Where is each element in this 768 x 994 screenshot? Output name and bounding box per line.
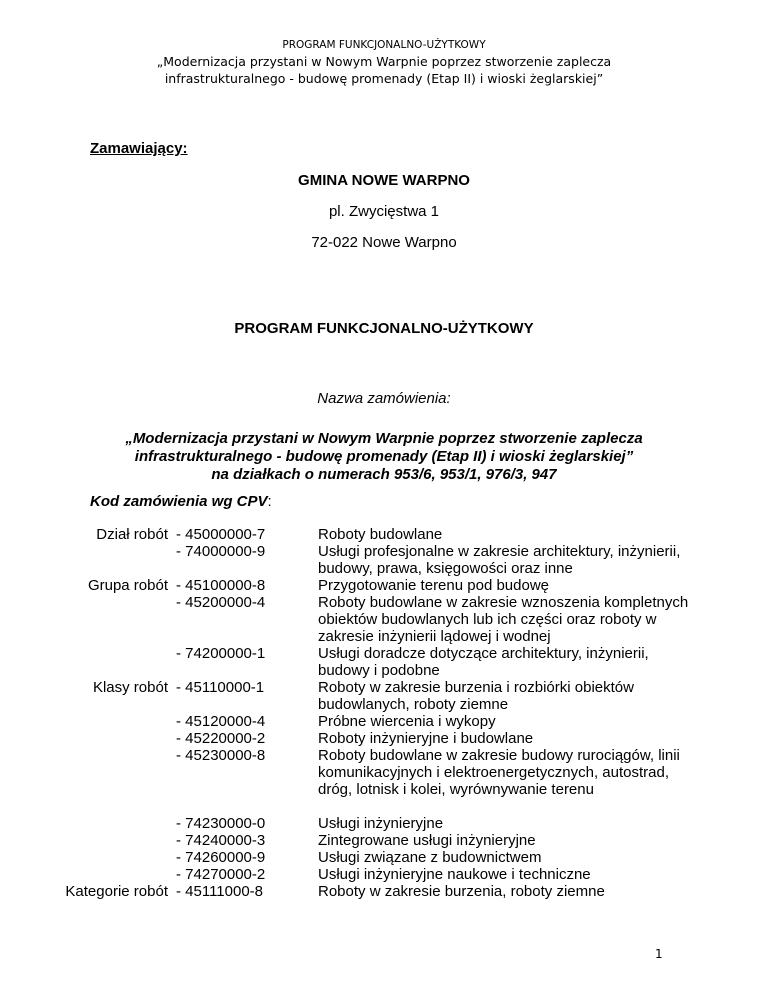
cpv-code: - 45230000-8 [176, 747, 266, 764]
cpv-code: - 74240000-3 [176, 832, 266, 849]
cpv-code: - 45111000-8 [176, 883, 264, 900]
cpv-description: Usługi inżynieryjne naukowe i techniczne [318, 866, 591, 883]
cpv-description: Usługi profesjonalne w zakresie architektury, inżynierii, budowy, prawa, księgowości oraz inne [318, 543, 681, 577]
document-title: PROGRAM FUNKCJONALNO-UŻYTKOWY [234, 320, 534, 337]
order-subject-line-1: „Modernizacja przystani w Nowym Warpnie poprzez stworzenie zaplecza [125, 430, 643, 447]
cpv-code: - 45000000-7 [176, 526, 266, 543]
cpv-description: Próbne wiercenia i wykopy [318, 713, 496, 730]
cpv-code: - 74000000-9 [176, 543, 266, 560]
cpv-description: Roboty budowlane w zakresie wznoszenia kompletnych obiektów budowlanych lub ich części oraz roboty w zakresie inżynierii lądowej i wodnej [318, 594, 689, 645]
running-header-title: PROGRAM FUNKCJONALNO-UŻYTKOWY [282, 39, 486, 51]
cpv-category-label: Kategorie robót [65, 883, 168, 900]
page-number: 1 [655, 947, 663, 961]
cpv-description: Roboty budowlane [318, 526, 443, 543]
cpv-heading-text: Kod zamówienia wg CPV [90, 493, 268, 510]
order-subject-line-2: infrastrukturalnego - budowę promenady (Etap II) i wioski żeglarskiej” [134, 448, 634, 465]
order-name-label: Nazwa zamówienia: [317, 390, 451, 407]
cpv-description: Zintegrowane usługi inżynieryjne [318, 832, 536, 849]
cpv-code: - 45120000-4 [176, 713, 266, 730]
cpv-description: Roboty w zakresie burzenia, roboty ziemne [318, 883, 605, 900]
cpv-description: Usługi doradcze dotyczące architektury, inżynierii, budowy i podobne [318, 645, 649, 679]
cpv-code: - 45220000-2 [176, 730, 266, 747]
cpv-description: Roboty budowlane w zakresie budowy rurociągów, linii komunikacyjnych i elektroenergetycznych, autostrad, dróg, lotnisk i kolei, wyrównywanie terenu [318, 747, 680, 798]
ordering-party-name: GMINA NOWE WARPNO [298, 172, 470, 189]
running-header-project: „Modernizacja przystani w Nowym Warpnie poprzez stworzenie zaplecza infrastrukturalnego - budowę promenady (Etap II) i wioski żeglarskiej” [156, 54, 612, 86]
order-subject-line-3: na działkach o numerach 953/6, 953/1, 976/3, 947 [211, 466, 557, 483]
cpv-category-label: Dział robót [96, 526, 168, 543]
cpv-description: Usługi związane z budownictwem [318, 849, 542, 866]
cpv-description: Usługi inżynieryjne [318, 815, 444, 832]
ordering-party-label: Zamawiający: [90, 140, 188, 157]
cpv-description: Roboty inżynieryjne i budowlane [318, 730, 534, 747]
cpv-code: - 45200000-4 [176, 594, 266, 611]
ordering-party-street: pl. Zwycięstwa 1 [328, 203, 440, 220]
cpv-code: - 74260000-9 [176, 849, 266, 866]
cpv-category-label: Grupa robót [87, 577, 168, 594]
order-subject [80, 430, 688, 484]
cpv-category-label: Klasy robót [92, 679, 168, 696]
cpv-code: - 74200000-1 [176, 645, 266, 662]
ordering-party-city: 72-022 Nowe Warpno [311, 234, 457, 251]
cpv-code: - 74230000-0 [176, 815, 266, 832]
cpv-description: Przygotowanie terenu pod budowę [318, 577, 549, 594]
cpv-heading [90, 493, 272, 510]
cpv-code: - 45100000-8 [176, 577, 266, 594]
cpv-description: Roboty w zakresie burzenia i rozbiórki obiektów budowlanych, roboty ziemne [318, 679, 634, 713]
cpv-code: - 45110000-1 [176, 679, 265, 696]
cpv-code: - 74270000-2 [176, 866, 266, 883]
cpv-heading-colon: : [267, 493, 272, 510]
